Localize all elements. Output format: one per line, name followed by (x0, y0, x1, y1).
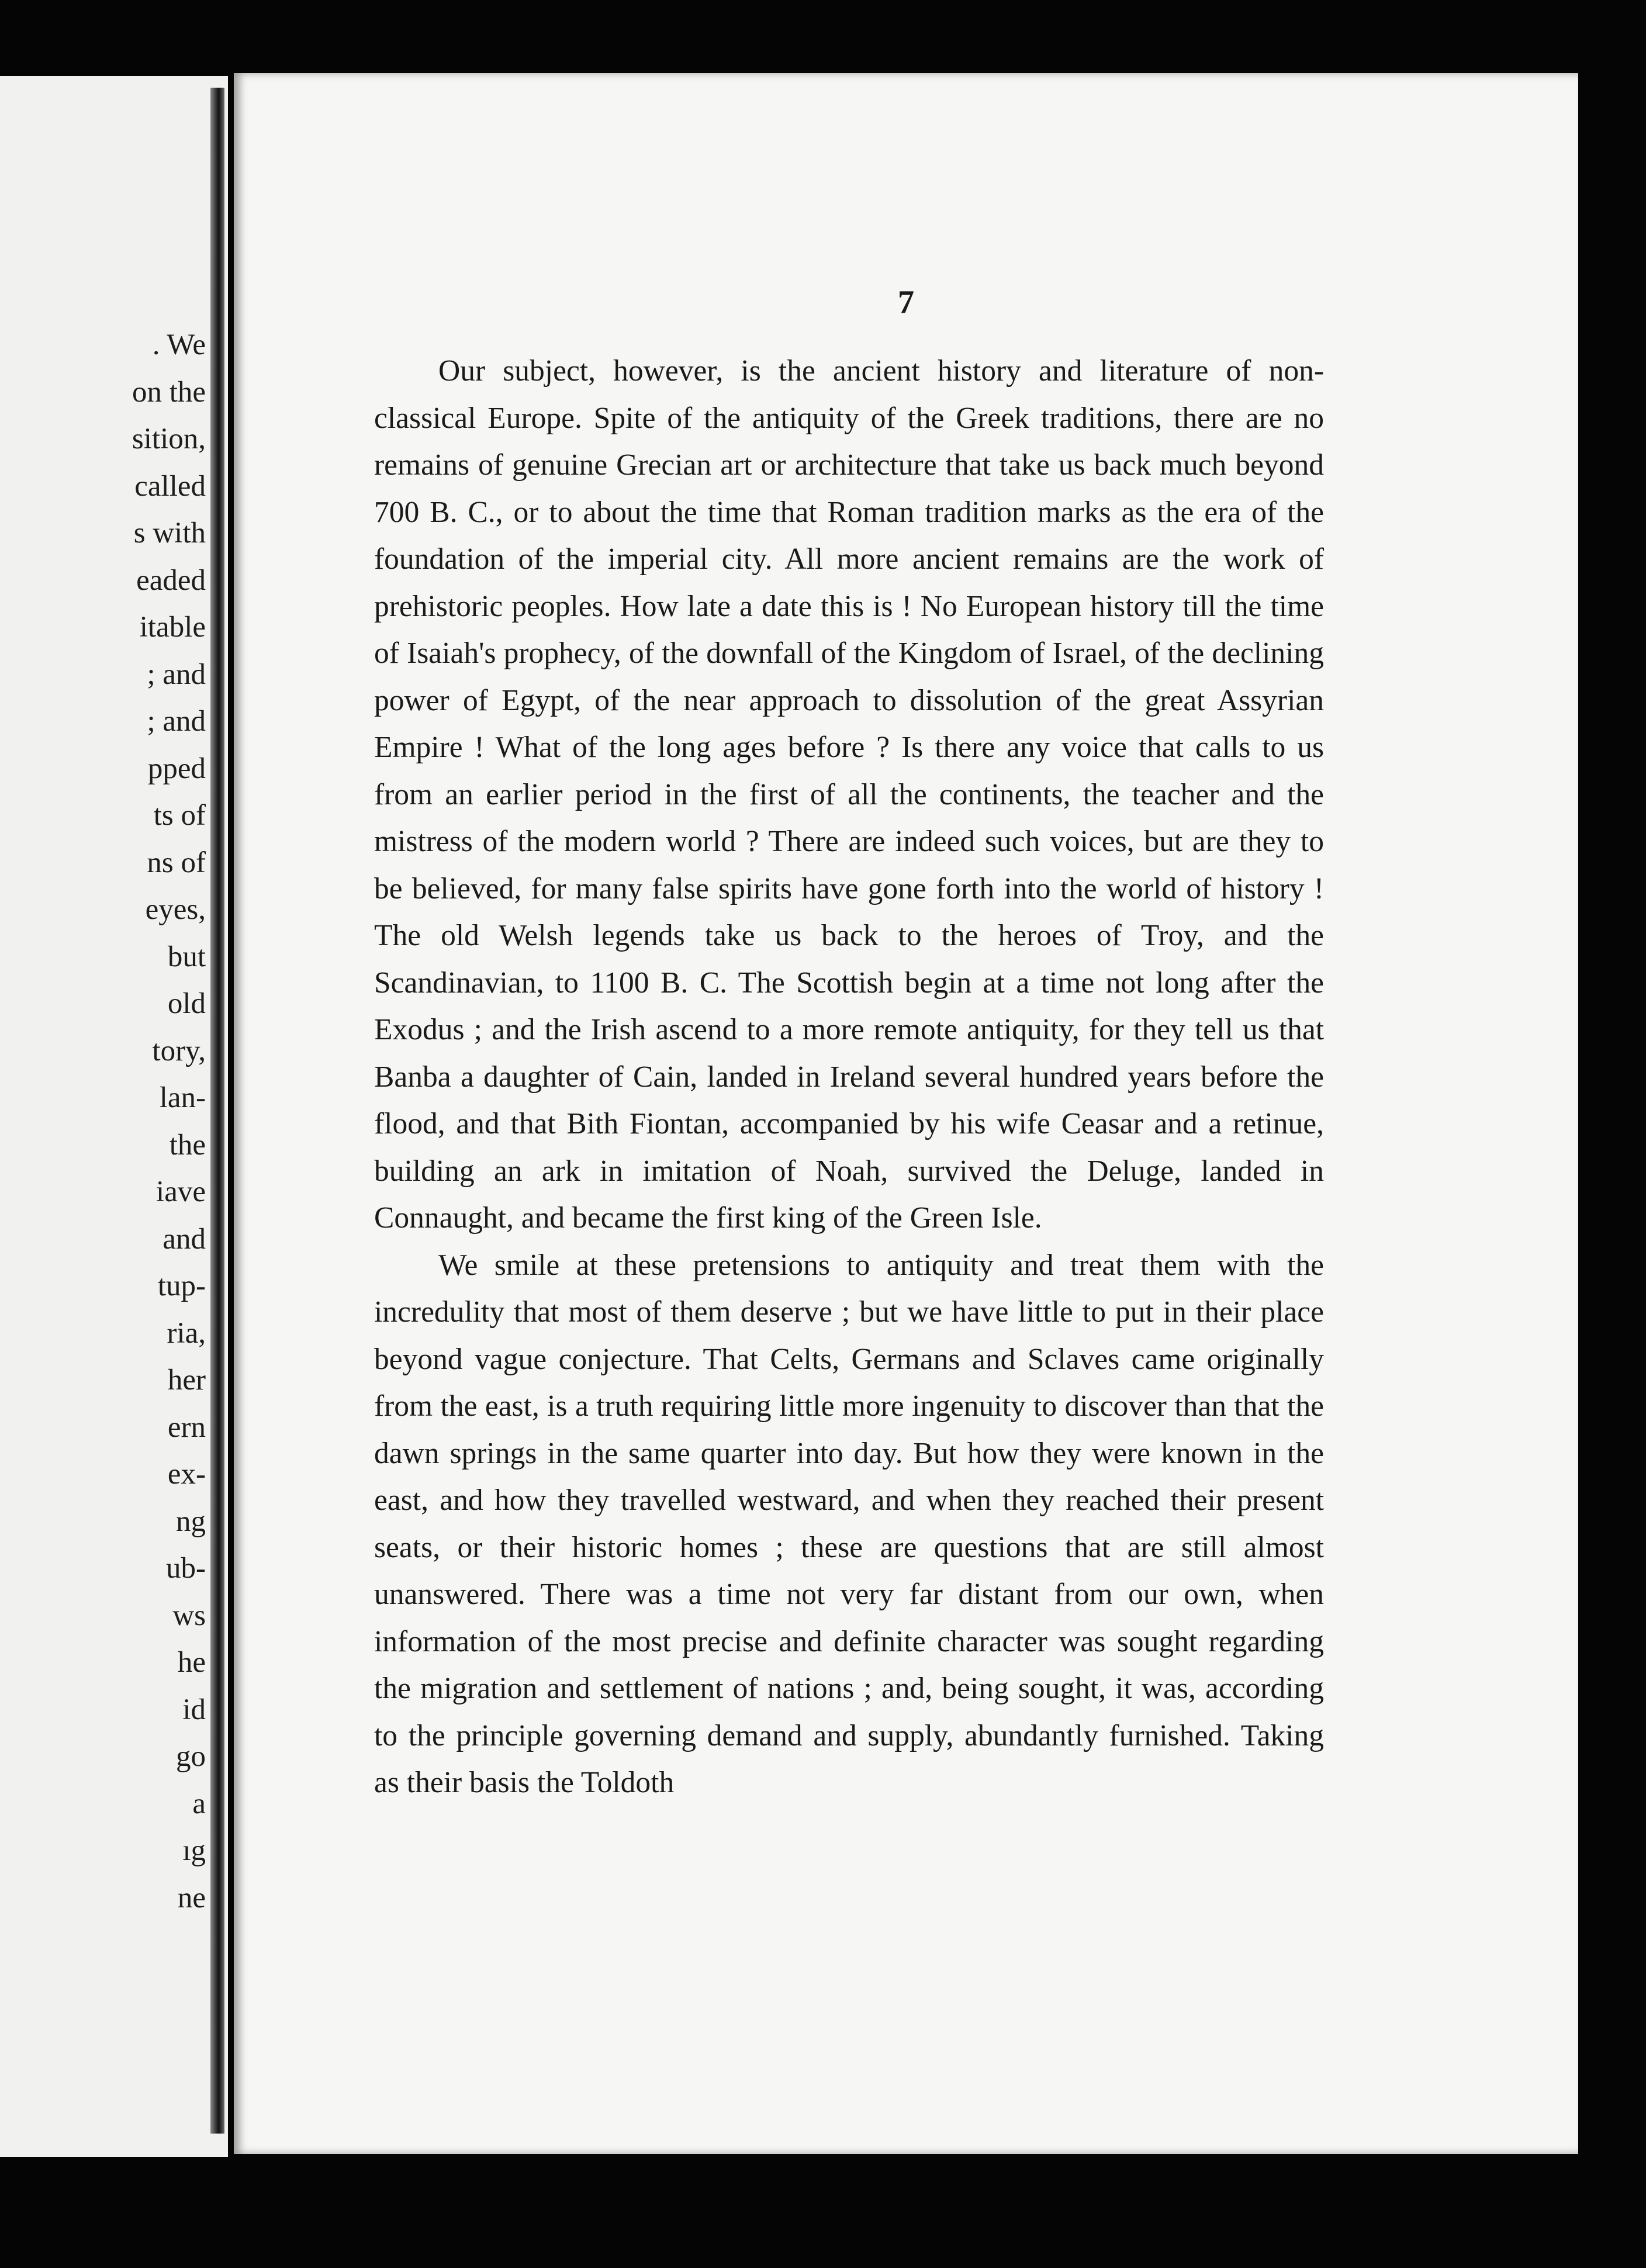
facing-page-line: ex- (167, 1458, 206, 1491)
facing-page-line: id (182, 1693, 206, 1726)
facing-page-line: ts of (153, 799, 206, 832)
facing-page-line: ne (177, 1881, 206, 1914)
facing-page-line: ıg (182, 1834, 206, 1867)
facing-page-line: ; and (147, 658, 206, 691)
facing-page-line: and (162, 1222, 206, 1256)
facing-page-line: he (177, 1646, 206, 1679)
facing-page-line: but (167, 940, 206, 973)
facing-page-line: the (169, 1128, 206, 1161)
facing-page-line: ng (176, 1505, 206, 1538)
facing-page-line: sition, (132, 423, 206, 455)
facing-page-line: eyes, (145, 893, 206, 926)
facing-page-text (132, 321, 206, 1921)
facing-page-line: ria, (167, 1316, 206, 1350)
paragraph-1: Our subject, however, is the ancient history and literature of non-classical Europe. Spite of the antiquity of the Greek traditions, there are no remains of genuine Grecian art or architecture that take us back much beyond 700 B. C., or to about the time that Roman tradition marks as the era of the foundation of the imperial city. All more ancient remains are the work of prehistoric peoples. How late a date this is ! No European history till the time of Isaiah's prophecy, of the downfall of the Kingdom of Israel, of the declining power of Egypt, of the near approach to dissolution of the great Assyrian Empire ! What of the long ages before ? Is there any voice that calls to us from an earlier period in the first of all the continents, the teacher and the mistress of the modern world ? There are indeed such voices, but are they to be believed, for many false spirits have gone forth into the world of history ! The old Welsh legends take us back to the heroes of Troy, and the Scandinavian, to 1100 B. C. The Scottish begin at a time not long after the Exodus ; and the Irish ascend to a more remote antiquity, for they tell us that Banba a daughter of Cain, landed in Ireland several hundred years before the flood, and that Bith Fiontan, accompanied by his wife Ceasar and a retinue, building an ark in imitation of Noah, survived the Deluge, landed in Connaught, and became the first king of the Green Isle. (374, 354, 1324, 1235)
facing-page-line: s with (133, 517, 206, 549)
facing-page-line: iave (156, 1176, 206, 1208)
facing-page-line: . We (152, 329, 206, 361)
facing-page-line: ern (167, 1410, 206, 1444)
facing-page-line: ns of (147, 846, 206, 879)
book-gutter (210, 88, 224, 2134)
facing-page-line: ws (172, 1599, 206, 1632)
book-page (234, 73, 1578, 2154)
facing-page-line: old (167, 987, 206, 1020)
facing-page (0, 76, 228, 2157)
paragraph-2: We smile at these pretensions to antiquity and treat them with the incredulity that most of them deserve ; but we have little to put in their place beyond vague conjecture. That Celts, Germans and Sclaves came originally from the east, is a truth requiring little more ingenuity to discover than that the dawn springs in the same quarter into day. But how they were known in the east, and how they travelled westward, and when they reached their present seats, or their historic homes ; these are questions that are still almost unanswered. There was a time not very far distant from our own, when information of the most precise and definite character was sought regarding the migration and settlement of nations ; and, being sought, it was, according to the principle governing demand and supply, abundantly furnished. Taking as their basis the Toldoth (374, 1248, 1324, 1799)
facing-page-line: go (176, 1740, 206, 1773)
facing-page-line: eaded (136, 563, 206, 597)
facing-page-line: her (167, 1364, 206, 1396)
facing-page-line: ub- (166, 1552, 206, 1585)
body-text (374, 348, 1324, 1807)
facing-page-line: ; and (147, 705, 206, 738)
facing-page-line: tory, (152, 1034, 206, 1067)
facing-page-line: lan- (159, 1081, 206, 1114)
facing-page-line: on the (132, 375, 206, 409)
facing-page-line: a (192, 1787, 206, 1820)
page-number: 7 (898, 284, 914, 320)
facing-page-line: pped (147, 752, 206, 785)
facing-page-line: tup- (157, 1270, 206, 1302)
facing-page-line: itable (139, 611, 206, 644)
facing-page-line: called (134, 469, 206, 503)
